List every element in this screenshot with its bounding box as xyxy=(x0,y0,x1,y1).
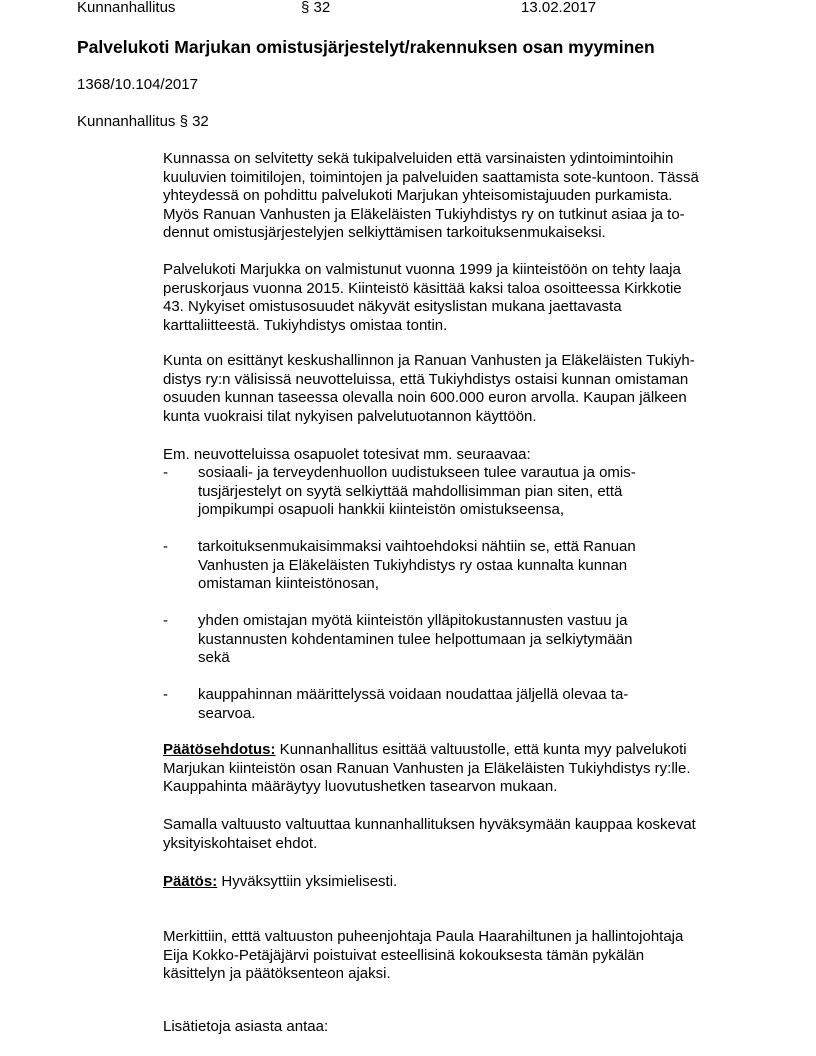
text-line: sosiaali- ja terveydenhuollon uudistukseen tulee varautua ja omis- xyxy=(198,464,636,481)
text-line: kauppahinnan määrittelyssä voidaan noudattaa jäljellä olevaa ta- xyxy=(198,686,629,703)
text-line: dennut omistusjärjestelyjen selkiyttämisen tarkoituksenmukaiseksi. xyxy=(163,224,606,242)
decision-label: Päätös: xyxy=(163,873,218,890)
paragraph-3 xyxy=(163,352,695,426)
authorization-paragraph xyxy=(163,816,696,853)
more-info: Lisätietoja asiasta antaa: xyxy=(163,1018,329,1035)
bullet-dash: - xyxy=(163,612,168,629)
text-line: Palvelukoti Marjukka on valmistunut vuonna 1999 ja kiinteistöön on tehty laaja xyxy=(163,261,681,278)
reference-number: 1368/10.104/2017 xyxy=(77,76,198,93)
text-line: yksityiskohtaiset ehdot. xyxy=(163,834,318,852)
text-line: peruskorjaus vuonna 2015. Kiinteistö käsittää kaksi taloa osoitteessa Kirkkotie xyxy=(163,279,682,297)
decision xyxy=(163,873,397,892)
text-line: käsittelyn ja päätöksenteon ajaksi. xyxy=(163,965,391,983)
recusal-note xyxy=(163,928,683,984)
text-line: jompikumpi osapuoli hankkii kiinteistön omistukseensa, xyxy=(198,501,565,519)
text-line: kustannusten kohdentaminen tulee helpottumaan ja selkiytymään xyxy=(198,630,633,648)
text-line: Myös Ranuan Vanhusten ja Eläkeläisten Tukiyhdistys ry on tutkinut asiaa ja to- xyxy=(163,205,685,223)
text-line: Kunnanhallitus esittää valtuustolle, että kunta myy palvelukoti xyxy=(275,741,687,758)
text-line: omistaman kiinteistönosan, xyxy=(198,575,379,593)
text-line: kuuluvien toimitilojen, toimintojen ja palveluiden saattamista sote-kuntoon. Tässä xyxy=(163,168,699,186)
paragraph-2 xyxy=(163,261,682,335)
bullet-dash: - xyxy=(163,686,168,703)
text-line: osuuden kunnan taseessa olevalla noin 600.000 euron arvolla. Kaupan jälkeen xyxy=(163,389,687,407)
text-line: Kauppahinta määräytyy luovutushetken tasearvon mukaan. xyxy=(163,778,558,796)
paragraph-1 xyxy=(163,150,699,243)
text-line: distys ry:n välisissä neuvotteluissa, että Tukiyhdistys ostaisi kunnan omistaman xyxy=(163,370,689,388)
decision-text: Hyväksyttiin yksimielisesti. xyxy=(217,873,398,890)
proposal-label: Päätösehdotus: xyxy=(163,741,276,758)
text-line: Kunnassa on selvitetty sekä tukipalveluiden että varsinaisten ydintoimintoihin xyxy=(163,150,674,167)
header-date: 13.02.2017 xyxy=(521,0,597,16)
text-line: searvoa. xyxy=(198,704,256,722)
text-line: Merkittiin, etttä valtuuston puheenjohtaja Paula Haarahiltunen ja hallintojohtaja xyxy=(163,928,684,945)
text-line: 43. Nykyiset omistusosuudet näkyvät esityslistan mukana jaettavasta xyxy=(163,298,622,316)
text-line: yhteydessä on pohdittu palvelukoti Marjukan yhteisomistajuuden purkamista. xyxy=(163,187,673,205)
text-line: tarkoituksenmukaisimmaksi vaihtoehdoksi nähtiin se, että Ranuan xyxy=(198,538,636,555)
list-intro: Em. neuvotteluissa osapuolet totesivat mm. seuraavaa: xyxy=(163,446,531,463)
header-section: § 32 xyxy=(301,0,331,16)
text-line: tusjärjestelyt on syytä selkiyttää mahdollisimman pian siten, että xyxy=(198,482,623,500)
text-line: sekä xyxy=(198,649,230,667)
bullet-dash: - xyxy=(163,464,168,481)
text-line: karttaliitteestä. Tukiyhdistys omistaa tontin. xyxy=(163,316,448,334)
bullet-dash: - xyxy=(163,538,168,555)
text-line: Vanhusten ja Eläkeläisten Tukiyhdistys ry ostaa kunnalta kunnan xyxy=(198,556,628,574)
header-body: Kunnanhallitus xyxy=(77,0,176,16)
text-line: Marjukan kiinteistön osan Ranuan Vanhusten ja Eläkeläisten Tukiyhdistys ry:lle. xyxy=(163,759,691,777)
text-line: Kunta on esittänyt keskushallinnon ja Ranuan Vanhusten ja Eläkeläisten Tukiyh- xyxy=(163,352,695,369)
text-line: kunta vuokraisi tilat nykyisen palvelutuotannon käyttöön. xyxy=(163,407,537,425)
section-heading: Kunnanhallitus § 32 xyxy=(77,113,209,130)
page-title: Palvelukoti Marjukan omistusjärjestelyt/rakennuksen osan myyminen xyxy=(77,37,655,57)
decision-proposal xyxy=(163,741,691,797)
text-line: Samalla valtuusto valtuuttaa kunnanhallituksen hyväksymään kauppaa koskevat xyxy=(163,816,696,833)
text-line: yhden omistajan myötä kiinteistön ylläpitokustannusten vastuu ja xyxy=(198,612,628,629)
text-line: Eija Kokko-Petäjäjärvi poistuivat esteellisinä kokouksesta tämän pykälän xyxy=(163,946,645,964)
